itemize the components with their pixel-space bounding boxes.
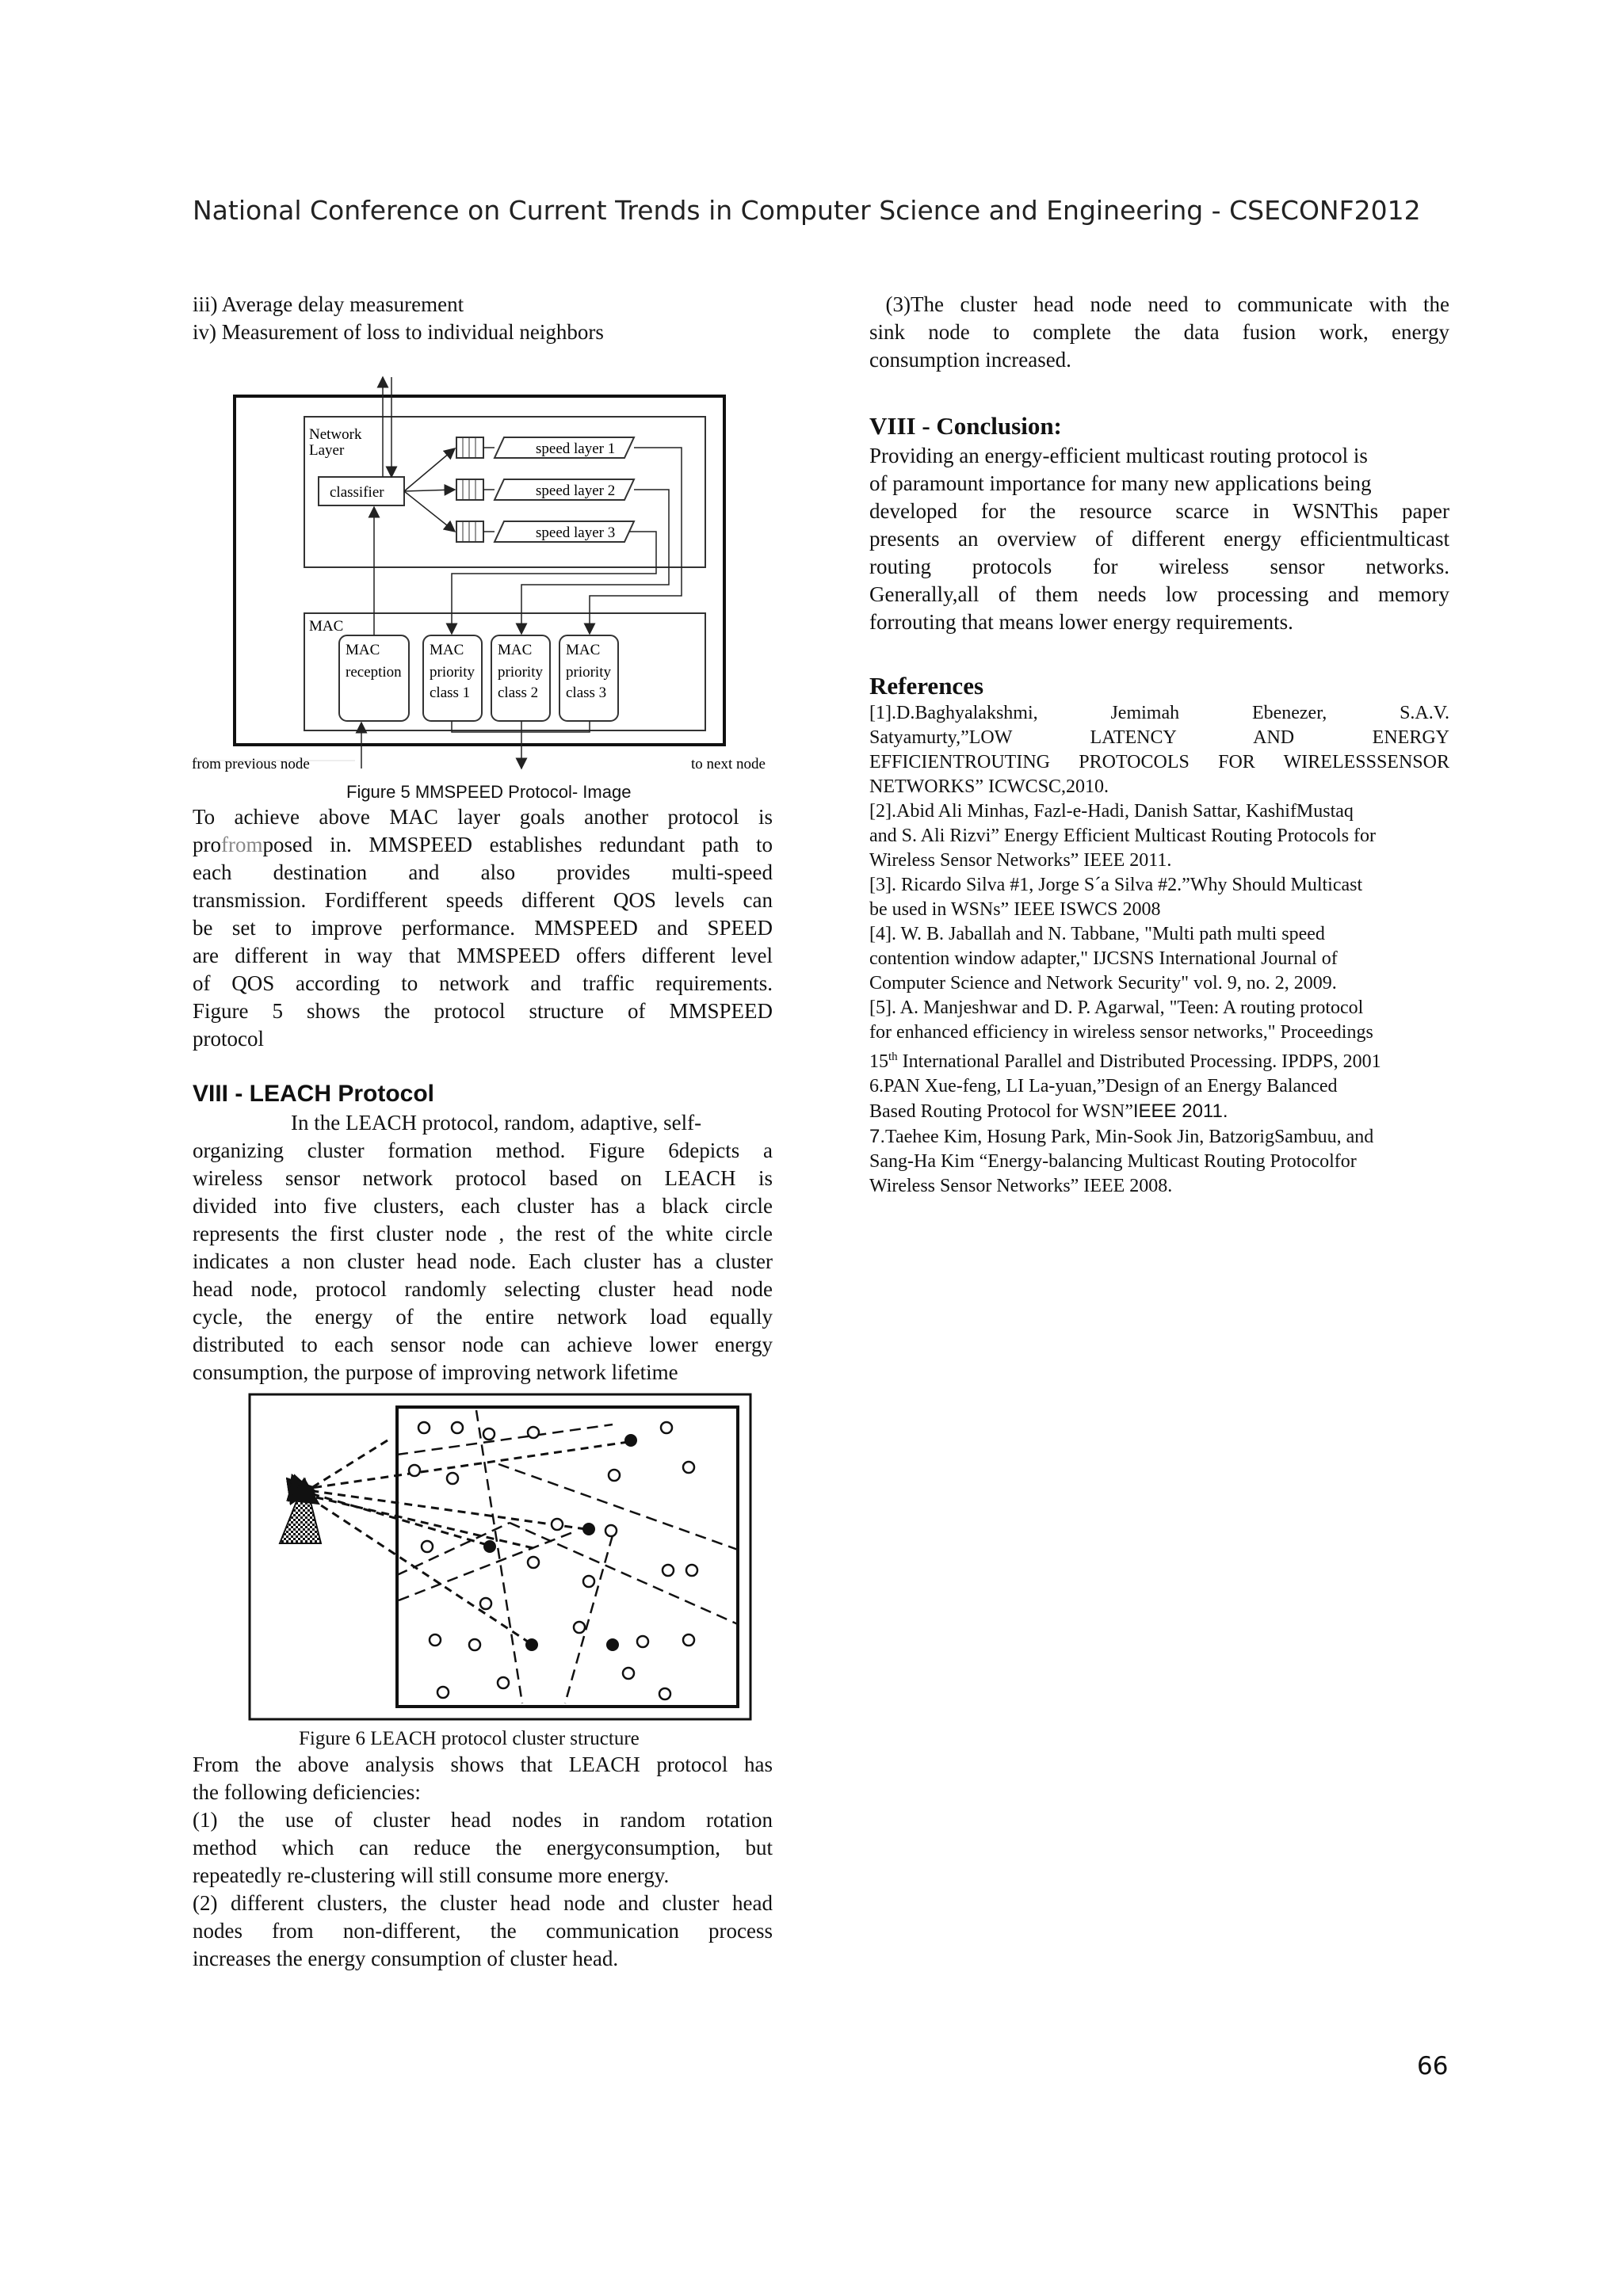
text-line: of QOS according to network and traffic requirements. [193, 971, 773, 995]
text-line: From the above analysis shows that LEACH protocol has [193, 1753, 773, 1776]
text-line: presents an overview of different energy efficientmulticast [869, 527, 1449, 551]
text-line: Wireless Sensor Networks” IEEE 2011. [869, 850, 1172, 871]
text-line: each destination and also provides multi-speed [193, 860, 773, 884]
section-heading-references: References [869, 672, 984, 700]
mac-priority-1-l3: class 1 [430, 685, 471, 701]
reference-1 [869, 701, 1449, 799]
figure-5-caption: Figure 5 MMSPEED Protocol- Image [346, 782, 632, 802]
mac-priority-1-l1: MAC [430, 642, 464, 658]
reference-2 [869, 799, 1449, 873]
section-heading-leach: VIII - LEACH Protocol [193, 1081, 435, 1107]
text-line [869, 1099, 1449, 1124]
text-line: forrouting that means lower energy requirements. [869, 610, 1293, 634]
speed-layer-3-label: speed layer 3 [536, 524, 616, 541]
text-line: consumption, the purpose of improving network lifetime [193, 1360, 678, 1384]
text-line: protocol [193, 1027, 264, 1051]
text-line: divided into five clusters, each cluster has a black circle [193, 1194, 773, 1218]
reference-6 [869, 1074, 1449, 1124]
text-line: (1) the use of cluster head nodes in random rotation [193, 1808, 773, 1832]
text-line: consumption increased. [869, 348, 1071, 372]
text-line: wireless sensor network protocol based on LEACH is [193, 1166, 773, 1190]
text-fragment-sans: IEEE 2011. [1132, 1100, 1228, 1122]
mac-reception-l1: MAC [346, 642, 380, 658]
reference-4 [869, 922, 1449, 996]
text-line: of paramount importance for many new applications being [869, 471, 1372, 495]
deficiencies-paragraph [193, 1751, 773, 1973]
text-fragment: Taehee Kim, Hosung Park, Min-Sook Jin, BatzorigSambuu, and [885, 1127, 1374, 1147]
running-header: National Conference on Current Trends in Computer Science and Engineering - CSECONF2012 [193, 195, 1421, 226]
text-line: Sang-Ha Kim “Energy-balancing Multicast Routing Protocolfor [869, 1151, 1357, 1172]
text-line: [2].Abid Ali Minhas, Fazl-e-Hadi, Danish Sattar, KashifMustaq [869, 801, 1354, 822]
speed-layer-1-label: speed layer 1 [536, 441, 616, 457]
mac-priority-1-l2: priority [430, 664, 475, 681]
text-line: nodes from non-different, the communication process [193, 1919, 773, 1943]
mac-priority-2-l3: class 2 [498, 685, 539, 701]
text-line [869, 1045, 1449, 1074]
text-line: be set to improve performance. MMSPEED and SPEED [193, 916, 773, 940]
text-line: method which can reduce the energyconsumption, but [193, 1836, 773, 1859]
leach-paragraph [193, 1109, 773, 1386]
text-line: In the LEACH protocol, random, adaptive, self- [291, 1111, 702, 1135]
text-line: Satyamurty,”LOW LATENCY AND ENERGY [869, 727, 1449, 748]
figure-6-caption: Figure 6 LEACH protocol cluster structure [299, 1728, 640, 1749]
text-line: Providing an energy-efficient multicast routing protocol is [869, 444, 1368, 467]
mac-priority-2-l2: priority [498, 664, 543, 681]
text-fragment: Based Routing Protocol for WSN” [869, 1101, 1133, 1122]
text-line: EFFICIENTROUTING PROTOCOLS FOR WIRELESSSENSOR [869, 752, 1449, 772]
text-line: head node, protocol randomly selecting cluster head node [193, 1277, 773, 1301]
figure-6-leach-diagram [248, 1393, 752, 1721]
text-line: NETWORKS” ICWCSC,2010. [869, 776, 1109, 797]
queue-2 [456, 479, 483, 500]
text-line: Generally,all of them needs low processing and memory [869, 582, 1449, 606]
text-line: contention window adapter," IJCSNS International Journal of [869, 948, 1338, 969]
text-line: (2) different clusters, the cluster head node and cluster head [193, 1891, 773, 1915]
reference-5 [869, 996, 1449, 1074]
text-line: sink node to complete the data fusion work, energy [869, 320, 1449, 344]
right-top-paragraph [869, 291, 1449, 374]
section-heading-conclusion: VIII - Conclusion: [869, 412, 1062, 440]
text-fragment: pro [193, 833, 221, 856]
text-line: for enhanced efficiency in wireless sensor networks," Proceedings [869, 1022, 1373, 1043]
text-line: [5]. A. Manjeshwar and D. P. Agarwal, "Teen: A routing protocol [869, 997, 1364, 1018]
text-line: the following deficiencies: [193, 1780, 421, 1804]
text-line: Wireless Sensor Networks” IEEE 2008. [869, 1176, 1173, 1196]
queue-3 [456, 521, 483, 542]
figure-5-mmspeed-diagram [189, 372, 775, 784]
mac-reception-l2: reception [346, 664, 402, 681]
mac-priority-3-l2: priority [566, 664, 611, 681]
text-line: increases the energy consumption of cluster head. [193, 1947, 619, 1970]
from-previous-node-label: from previous node [192, 756, 310, 772]
text-line: (3)The cluster head node need to communicate with the [869, 292, 1449, 316]
reference-7 [869, 1124, 1449, 1199]
mac-priority-2-l1: MAC [498, 642, 533, 658]
mac-priority-3-l1: MAC [566, 642, 601, 658]
references-list [869, 701, 1449, 1199]
text-line: To achieve above MAC layer goals another protocol is [193, 805, 773, 829]
to-next-node-label: to next node [691, 756, 766, 772]
text-fragment: 15 [869, 1051, 888, 1072]
base-station-icon [280, 1480, 321, 1543]
text-line: are different in way that MMSPEED offers different level [193, 944, 773, 967]
text-line [193, 831, 773, 859]
text-fragment: posed in. MMSPEED establishes redundant path to [262, 833, 773, 856]
conclusion-paragraph [869, 442, 1449, 636]
mac-priority-3-l3: class 3 [566, 685, 607, 701]
text-line: be used in WSNs” IEEE ISWCS 2008 [869, 899, 1161, 920]
text-fragment-gray: from [221, 833, 263, 856]
text-fragment-sans: 7. [869, 1126, 886, 1147]
text-line: 6.PAN Xue-feng, LI La-yuan,”Design of an Energy Balanced [869, 1076, 1338, 1097]
page-number: 66 [1417, 2052, 1449, 2081]
speed-layer-2-label: speed layer 2 [536, 482, 616, 499]
text-line: developed for the resource scarce in WSNThis paper [869, 499, 1449, 523]
text-line: distributed to each sensor node can achieve lower energy [193, 1333, 773, 1356]
classifier-label: classifier [330, 484, 384, 501]
network-layer-label: Network [309, 426, 362, 443]
text-line: repeatedly re-clustering will still consume more energy. [193, 1863, 670, 1887]
reference-3 [869, 873, 1449, 922]
text-line: Figure 5 shows the protocol structure of MMSPEED [193, 999, 773, 1023]
text-line: [4]. W. B. Jaballah and N. Tabbane, "Multi path multi speed [869, 924, 1325, 944]
text-line: organizing cluster formation method. Figure 6depicts a [193, 1138, 773, 1162]
text-line: indicates a non cluster head node. Each cluster has a cluster [193, 1249, 773, 1273]
sensor-nodes [409, 1422, 697, 1699]
text-line: [3]. Ricardo Silva #1, Jorge S´a Silva #2.”Why Should Multicast [869, 875, 1363, 895]
left-top-lines [193, 291, 773, 346]
text-fragment: International Parallel and Distributed Processing. IPDPS, 2001 [897, 1051, 1381, 1072]
queue-1 [456, 437, 483, 458]
text-line: cycle, the energy of the entire network load equally [193, 1305, 773, 1329]
list-item-iv: iv) Measurement of loss to individual neighbors [193, 320, 604, 344]
mac-label: MAC [309, 618, 344, 635]
text-line: [1].D.Baghyalakshmi, Jemimah Ebenezer, S.A.V. [869, 703, 1449, 723]
text-line: transmission. Fordifferent speeds different QOS levels can [193, 888, 773, 912]
text-line [869, 1124, 1449, 1150]
text-line: represents the first cluster node , the rest of the white circle [193, 1222, 773, 1245]
text-line: Computer Science and Network Security" vol. 9, no. 2, 2009. [869, 973, 1337, 994]
text-line: routing protocols for wireless sensor networks. [869, 555, 1449, 578]
mmspeed-paragraph [193, 803, 773, 1053]
superscript: th [888, 1051, 898, 1063]
list-item-iii: iii) Average delay measurement [193, 292, 464, 316]
network-layer-label-2: Layer [309, 442, 345, 459]
text-line: and S. Ali Rizvi” Energy Efficient Multicast Routing Protocols for [869, 826, 1377, 846]
